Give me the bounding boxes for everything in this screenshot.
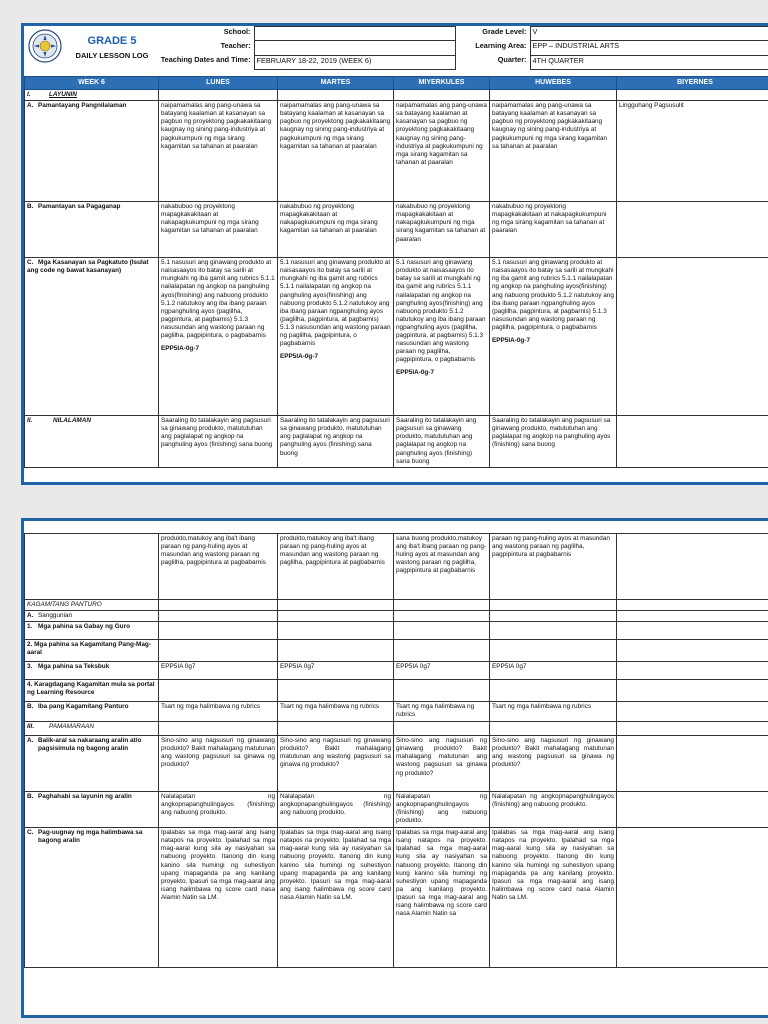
cell-tue[interactable]: Tsart ng mga halimbawa ng rubrics xyxy=(278,702,394,722)
header-table xyxy=(24,26,768,70)
cell-thu[interactable]: paraan ng pang-huling ayos at masundan ang wastong paraan ng paglilha, pagpipintura at pagbabarnis xyxy=(490,534,617,600)
cell-mon[interactable]: Ipalabas sa mga mag-aaral ang isang natapos na proyekto. Ipalahad sa mga mag-aaral kung sila ay nasiyahan sa nabuong proyekto. Itanong din kung kanino sila humingi ng suhestiyon upang mapaganda pa ang kanilang proyekto. Ipasuri sa mga mag-aaral ang isang halimbawa ng score card nasa Alamin Natin sa LM. xyxy=(159,828,278,968)
cell-fri[interactable] xyxy=(617,736,768,792)
row-label: Balik-aral sa nakaraang aralin at/o pagsisimula ng bagong aralin xyxy=(38,737,142,753)
row-nilalaman: II. NILALAMAN Saaraling ito tatalakayin ang pagsusuri sa ginawang produkto, matututuhan ang paglalapat ng angkop na panghuling ayos (finishing) sana buong Saaraling ito tatalakayin ang pagsusuri sa ginawang produkto, matututuhan ang paglalapat ng angkop na panghuling ayos (finishing) sana buong Saaraling ito tatalakayin ang pagsusuri sa ginawang produkto, matututuhan ang paglalapat ng angkop na panghuling ayos (finishing) sana buong Saaraling ito tatalakayin ang pagsusuri sa ginawang produkto, matututuhan ang paglalapat ng angkop na panghuling ayos (finishing) sana buong xyxy=(25,416,768,468)
cell-thu[interactable]: Tsart ng mga halimbawa ng rubrics xyxy=(490,702,617,722)
lesson-log-page-1 xyxy=(21,23,768,485)
row-teksbuk: 3. Mga pahina sa Teksbuk EPP5IA 0g7 EPP5IA 0g7 EPP5IA 0g7 EPP5IA 0g7 xyxy=(25,662,768,680)
row-label: Mga pahina sa Gabay ng Guro xyxy=(38,623,130,631)
row-label: Pag-uugnay ng mga halimbawa sa bagong aralin xyxy=(38,829,143,845)
cell-tue[interactable]: Ipalabas sa mga mag-aaral ang isang natapos na proyekto. Ipalahad sa mga mag-aaral kung sila ay nasiyahan sa nabuong proyekto. Itanong din kung kanino sila humingi ng suhestiyon upang mapaganda pa ang kanilang proyekto. Ipasuri sa mga mag-aaral ang isang halimbawa ng score card nasa Alamin Natin sa LM. xyxy=(278,828,394,968)
cell-tue[interactable]: Sino-sino ang nagsusuri ng ginawang produkto? Bakit mahalagang matutunan ang wastong pagsusuri sa ginawa ng produkto? xyxy=(278,736,394,792)
row-label: 2. Mga pahina sa Kagamitang Pang-Mag-aaral xyxy=(25,640,159,662)
cell-thu[interactable]: naipamamalas ang pang-unawa sa batayang kaalaman at kasanayan sa pagbuo ng proyektong pagkakakitaang kaugnay ng sining pang-industriya at pagkukumpuni ng mga sirang kagamitan sa tahanan at paaralan xyxy=(490,101,617,202)
grade-level-label: Grade Level: xyxy=(482,26,527,36)
row-gabay-ng-guro: 1. Mga pahina sa Gabay ng Guro xyxy=(25,622,768,640)
cell-wed[interactable]: 5.1 nasusuri ang ginawang produkto at naisasaayos ito batay sa sarili at mungkahi ng iba gamit ang rubrics 5.1.1 nailalapatan ng angkop na panghuling ayos(finishing) ang nabuong produkto 5.1.2 natutukoy ang iba ibang paraan ngpanghuling ayos (paglilha, pagpintura, at pagbarnis) 5.1.3 nasusundan ang wastong paraan ng paglilha, pagpipintura, o pagbabarnis EPP5IA-0g-7 xyxy=(394,258,490,416)
row-label: NILALAMAN xyxy=(53,417,91,425)
cell-fri[interactable] xyxy=(617,258,768,416)
grade-level-field[interactable]: V xyxy=(530,27,768,41)
cell-tue[interactable]: 5.1 nasusuri ang ginawang produkto at naisasaayos ito batay sa sarili at mungkahi ng iba gamit ang rubrics 5.1.1 nailalapatan ng angkop na panghuling ayos(finishing) ang nabuong produkto 5.1.2 natutukoy ang iba ibang paraan ngpanghuling ayos (paglilha, pagpintura, at pagbarnis) 5.1.3 nasusundan ang wastong paraan ng paglilha, pagpipintura, o pagbabarnis EPP5IA-0g-7 xyxy=(278,258,394,416)
deped-seal-icon xyxy=(28,29,62,63)
cell-thu[interactable]: EPP5IA 0g7 xyxy=(490,662,617,680)
cell-thu[interactable]: Ipalabas sa mga mag-aaral ang isang natapos na proyekto. Ipalahad sa mga mag-aaral kung sila ay nasiyahan sa nabuong proyekto. Itanong din kung kanino sila humingi ng suhestiyon upang mapaganda pa ang kanilang proyekto. Ipasuri sa mga mag-aaral ang isang halimbawa ng score card nasa Alamin Natin sa LM. xyxy=(490,828,617,968)
dates-label: Teaching Dates and Time: xyxy=(160,55,251,65)
row-nilalaman-continued xyxy=(25,534,768,600)
col-huwebes: HUWEBES xyxy=(490,77,617,90)
row-paghahabi: B. Paghahabi sa layunin ng aralin Nalalapatan ng angkopnapanghulingayos (finishing) ang nabuong produkto. Nalalapatan ng angkopnapanghulingayos (finishing) ang nabuong produkto. Nalalapatan ng angkopnapanghulingayos (finishing) ang nabuong produkto. Nalalapatan ng angkopnapanghulingayos (finishing) ang nabuong produkto. xyxy=(25,792,768,828)
cell-fri[interactable]: Lingguhang Pagsusulit xyxy=(617,101,768,202)
section-layunin: I. LAYUNIN xyxy=(25,90,768,101)
competency-code: EPP5IA-0g-7 xyxy=(492,337,531,345)
column-header-row xyxy=(25,77,768,90)
row-label: Mga Kasanayan sa Pagkatuto (Isulat ang code ng bawat kasanayan) xyxy=(27,259,149,275)
quarter-label: Quarter: xyxy=(497,55,527,65)
cell-mon[interactable]: naipamamalas ang pang-unawa sa batayang kaalaman at kasanayan sa pagbuo ng proyektong pagkakakitaang kaugnay ng sining pang-industriya at pagkukumpuni ng mga sirang kagamitan sa tahanan at paaralan xyxy=(159,101,278,202)
cell-tue[interactable]: Saaraling ito tatalakayin ang pagsusuri sa ginawang produkto, matututuhan ang paglalapat ng angkop na panghuling ayos (finishing) sana buong xyxy=(278,416,394,468)
cell-fri[interactable] xyxy=(617,534,768,600)
section-pamamaraan: III. PAMAMARAAN xyxy=(25,722,768,736)
teacher-label: Teacher: xyxy=(220,40,251,50)
lesson-table-page-2 xyxy=(24,533,768,968)
row-pamantayang-pangnilalaman: A. Pamantayang Pangnilalaman naipamamalas ang pang-unawa sa batayang kaalaman at kasanayan sa pagbuo ng proyektong pagkakakitaang kaugnay ng sining pang-industriya at pagkukumpuni ng mga sirang kagamitan sa tahanan at paaralan naipamamalas ang pang-unawa sa batayang kaalaman at kasanayan sa pagbuo ng proyektong pagkakakitaang kaugnay ng sining pang-industriya at pagkukumpuni ng mga sirang kagamitan sa tahanan at paaralan naipamamalas ang pang-unawa sa batayang kaalaman at kasanayan sa pagbuo ng proyektong pagkakakitaang kaugnay ng sining pang-industriya at pagkukumpuni ng mga sirang kagamitan sa tahanan at paaralan naipamamalas ang pang-unawa sa batayang kaalaman at kasanayan sa pagbuo ng proyektong pagkakakitaang kaugnay ng sining pang-industriya at pagkukumpuni ng mga sirang kagamitan sa tahanan at paaralan Lingguhang Pagsusulit xyxy=(25,101,768,202)
cell-fri[interactable] xyxy=(617,202,768,258)
cell-fri[interactable] xyxy=(617,662,768,680)
cell-fri[interactable] xyxy=(617,792,768,828)
cell-thu[interactable]: Nalalapatan ng angkopnapanghulingayos (finishing) ang nabuong produkto. xyxy=(490,792,617,828)
section-title: KAGAMITANG PANTURO xyxy=(25,600,159,611)
lesson-log-page-2 xyxy=(21,518,768,1018)
row-pag-uugnay: C. Pag-uugnay ng mga halimbawa sa bagong aralin Ipalabas sa mga mag-aaral ang isang natapos na proyekto. Ipalahad sa mga mag-aaral kung sila ay nasiyahan sa nabuong proyekto. Itanong din kung kanino sila humingi ng suhestiyon upang mapaganda pa ang kanilang proyekto. Ipasuri sa mga mag-aaral ang isang halimbawa ng score card nasa Alamin Natin sa LM. Ipalabas sa mga mag-aaral ang isang natapos na proyekto. Ipalahad sa mga mag-aaral kung sila ay nasiyahan sa nabuong proyekto. Itanong din kung kanino sila humingi ng suhestiyon upang mapaganda pa ang kanilang proyekto. Ipasuri sa mga mag-aaral ang isang halimbawa ng score card nasa Alamin Natin sa LM. Ipalabas sa mga mag-aaral ang isang natapos na proyekto. Ipalahad sa mga mag-aaral kung sila ay nasiyahan sa nabuong proyekto. Itanong din kung kanino sila humingi ng suhestiyon upang mapaganda pa ang kanilang proyekto. Ipasuri sa mga mag-aaral ang isang halimbawa ng score card nasa Alamin Natin sa Ipalabas sa mga mag-aaral ang isang natapos na proyekto. Ipalahad sa mga mag-aaral kung sila ay nasiyahan sa nabuong proyekto. Itanong din kung kanino sila humingi ng suhestiyon upang mapaganda pa ang kanilang proyekto. Ipasuri sa mga mag-aaral ang isang halimbawa ng score card nasa Alamin Natin sa LM. xyxy=(25,828,768,968)
col-martes: MARTES xyxy=(278,77,394,90)
section-kagamitang-panturo xyxy=(25,600,768,611)
lesson-table-page-1 xyxy=(24,76,768,468)
cell-wed[interactable]: EPP5IA 0g7 xyxy=(394,662,490,680)
row-kagamitang-pang-mag-aaral xyxy=(25,640,768,662)
quarter-field[interactable]: 4TH QUARTER xyxy=(530,55,768,69)
cell-wed[interactable]: naipamamalas ang pang-unawa sa batayang kaalaman at kasanayan sa pagbuo ng proyektong pagkakakitaang kaugnay ng sining pang-industriya at pagkukumpuni ng mga sirang kagamitan sa tahanan at paaralan xyxy=(394,101,490,202)
cell-thu[interactable]: nakabubuo ng proyektong mapagkakakitaan at nakapagkukumpuni ng mga sirang kagamitan sa tahanan at paaralan xyxy=(490,202,617,258)
cell-wed[interactable]: nakabubuo ng proyektong mapagkakakitaan at nakapagkukumpuni ng mga sirang kagamitan sa tahanan at paaralan xyxy=(394,202,490,258)
area-label: Learning Area: xyxy=(475,40,527,50)
cell-mon[interactable]: EPP5IA 0g7 xyxy=(159,662,278,680)
row-learning-resource xyxy=(25,680,768,702)
cell-mon[interactable]: Sino-sino ang nagsusuri ng ginawang produkto? Bakit mahalagang matutunan ang wastong pagsusuri sa ginawa ng produkto? xyxy=(159,736,278,792)
cell-tue[interactable]: EPP5IA 0g7 xyxy=(278,662,394,680)
row-label: Paghahabi sa layunin ng aralin xyxy=(38,793,132,801)
col-miyerkules: MIYERKULES xyxy=(394,77,490,90)
row-pamantayan-sa-pagaganap: B. Pamantayan sa Pagaganap nakabubuo ng proyektong mapagkakakitaan at nakapagkukumpuni ng mga sirang kagamitan sa tahanan at paaralan nakabubuo ng proyektong mapagkakakitaan at nakapagkukumpuni ng mga sirang kagamitan sa tahanan at paaralan nakabubuo ng proyektong mapagkakakitaan at nakapagkukumpuni ng mga sirang kagamitan sa tahanan at paaralan nakabubuo ng proyektong mapagkakakitaan at nakapagkukumpuni ng mga sirang kagamitan sa tahanan at paaralan xyxy=(25,202,768,258)
row-balik-aral: A. Balik-aral sa nakaraang aralin at/o pagsisimula ng bagong aralin Sino-sino ang nagsusuri ng ginawang produkto? Bakit mahalagang matutunan ang wastong pagsusuri sa ginawa ng produkto? Sino-sino ang nagsusuri ng ginawang produkto? Bakit mahalagang matutunan ang wastong pagsusuri sa ginawa ng produkto? Sino-sino ang nagsusuri ng ginawang produkto? Bakit mahalagang matutunan ang wastong pagsusuri sa ginawa ng produkto? Sino-sino ang nagsusuri ng ginawang produkto? Bakit mahalagang matutunan ang wastong pagsusuri sa ginawa ng produkto? xyxy=(25,736,768,792)
cell-mon[interactable]: Saaraling ito tatalakayin ang pagsusuri sa ginawang produkto, matututuhan ang paglalapat ng angkop na panghuling ayos (finishing) sana buong xyxy=(159,416,278,468)
teacher-field[interactable] xyxy=(254,41,455,55)
school-label: School: xyxy=(223,26,251,36)
cell-wed[interactable]: sana buong produkto,matukoy ang iba't ibang paraan ng pang-huling ayos at masundan ang wastong paraan ng paglilha, pagpipintura at pagbabarnis xyxy=(394,534,490,600)
row-label: Pamantayang Pangnilalaman xyxy=(38,102,127,110)
row-mga-kasanayan: C. Mga Kasanayan sa Pagkatuto (Isulat ang code ng bawat kasanayan) 5.1 nasusuri ang ginawang produkto at naisasaayos ito batay sa sarili at mungkahi ng iba gamit ang rubrics 5.1.1 nailalapatan ng angkop na panghuling ayos(finishing) ang nabuong produkto 5.1.2 natutukoy ang iba ibang paraan ngpanghuling ayos (paglilha, pagpintura, at pagbarnis) 5.1.3 nasusundan ang wastong paraan ng paglilha, pagpipintura, o pagbabarnis EPP5IA-0g-7 5.1 nasusuri ang ginawang produkto at naisasaayos ito batay sa sarili at mungkahi ng iba gamit ang rubrics 5.1.1 nailalapatan ng angkop na panghuling ayos(finishing) ang nabuong produkto 5.1.2 natutukoy ang iba ibang paraan ngpanghuling ayos (paglilha, pagpintura, at pagbarnis) 5.1.3 nasusundan ang wastong paraan ng paglilha, pagpipintura, o pagbabarnis EPP5IA-0g-7 5.1 nasusuri ang ginawang produkto at naisasaayos ito batay sa sarili at mungkahi ng iba gamit ang rubrics 5.1.1 nailalapatan ng angkop na panghuling ayos(finishing) ang nabuong produkto 5.1.2 natutukoy ang iba ibang paraan ngpanghuling ayos (paglilha, pagpintura, at pagbarnis) 5.1.3 nasusundan ang wastong paraan ng paglilha, pagpipintura, o pagbabarnis EPP5IA-0g-7 5.1 nasusuri ang ginawang produkto at naisasaayos ito batay sa sarili at mungkahi ng iba gamit ang rubrics 5.1.1 nailalapatan ng angkop na panghuling ayos(finishing) ang nabuong produkto 5.1.2 natutukoy ang iba ibang paraan ngpanghuling ayos (paglilha, pagpintura, at pagbarnis) 5.1.3 nasusundan ang wastong paraan ng paglilha, pagpipintura, o pagbabarnis EPP5IA-0g-7 xyxy=(25,258,768,416)
competency-code: EPP5IA-0g-7 xyxy=(396,369,435,377)
cell-tue[interactable]: Nalalapatan ng angkopnapanghulingayos (finishing) ang nabuong produkto. xyxy=(278,792,394,828)
cell-wed[interactable]: Saaraling ito tatalakayin ang pagsusuri sa ginawang produkto, matututuhan ang paglalapat ng angkop na panghuling ayos (finishing) sana buong xyxy=(394,416,490,468)
col-biyernes: BIYERNES xyxy=(617,77,768,90)
row-iba-pang-kagamitan: B. Iba pang Kagamitang Panturo Tsart ng mga halimbawa ng rubrics Tsart ng mga halimbawa ng rubrics Tsart ng mga halimbawa ng rubrics Tsart ng mga halimbawa ng rubrics xyxy=(25,702,768,722)
cell-wed[interactable]: Sino-sino ang nagsusuri ng ginawang produkto? Bakit mahalagang matutunan ang wastong pagsusuri sa ginawa ng produkto? xyxy=(394,736,490,792)
col-lunes: LUNES xyxy=(159,77,278,90)
cell-fri[interactable] xyxy=(617,828,768,968)
grade-title: GRADE 5 xyxy=(87,35,137,47)
cell-mon[interactable]: Nalalapatan ng angkopnapanghulingayos (finishing) ang nabuong produkto. xyxy=(159,792,278,828)
cell-wed[interactable]: Ipalabas sa mga mag-aaral ang isang natapos na proyekto. Ipalahad sa mga mag-aaral kung sila ay nasiyahan sa nabuong proyekto. Itanong din kung kanino sila humingi ng suhestiyon upang mapaganda pa ang kanilang proyekto. Ipasuri sa mga mag-aaral ang isang halimbawa ng score card nasa Alamin Natin sa xyxy=(394,828,490,968)
cell-thu[interactable]: 5.1 nasusuri ang ginawang produkto at naisasaayos ito batay sa sarili at mungkahi ng iba gamit ang rubrics 5.1.1 nailalapatan ng angkop na panghuling ayos(finishing) ang nabuong produkto 5.1.2 natutukoy ang iba ibang paraan ngpanghuling ayos (paglilha, pagpintura, at pagbarnis) 5.1.3 nasusundan ang wastong paraan ng paglilha, pagpipintura, o pagbabarnis EPP5IA-0g-7 xyxy=(490,258,617,416)
cell-tue[interactable]: produkto,matukoy ang iba't ibang paraan ng pang-huling ayos at masundan ang wastong paraan ng paglilha, pagpipintura at pagbabarnis xyxy=(278,534,394,600)
row-label: Iba pang Kagamitang Panturo xyxy=(38,703,129,711)
cell-wed[interactable]: Tsart ng mga halimbawa ng rubrics xyxy=(394,702,490,722)
dates-field[interactable]: FEBRUARY 18-22, 2019 (WEEK 6) xyxy=(254,55,455,69)
cell-mon[interactable]: Tsart ng mga halimbawa ng rubrics xyxy=(159,702,278,722)
cell-thu[interactable]: Saaraling ito tatalakayin ang pagsusuri sa ginawang produkto, matututuhan ang paglalapat ng angkop na panghuling ayos (finishing) sana buong xyxy=(490,416,617,468)
competency-code: EPP5IA-0g-7 xyxy=(280,353,319,361)
cell-wed[interactable]: Nalalapatan ng angkopnapanghulingayos (finishing) ang nabuong produkto. xyxy=(394,792,490,828)
cell-tue[interactable]: nakabubuo ng proyektong mapagkakakitaan at nakapagkukumpuni ng mga sirang kagamitan sa tahanan at paaralan xyxy=(278,202,394,258)
row-sanggunian: A. Sanggunian xyxy=(25,611,768,622)
log-title: DAILY LESSON LOG xyxy=(75,51,149,60)
cell-fri[interactable] xyxy=(617,702,768,722)
section-title: PAMAMARAAN xyxy=(49,723,94,731)
row-label: 4. Karagdagang Kagamitan mula sa portal ng Learning Resource xyxy=(25,680,159,702)
school-field[interactable] xyxy=(254,27,455,41)
competency-code: EPP5IA-0g-7 xyxy=(161,345,200,353)
cell-fri[interactable] xyxy=(617,416,768,468)
section-title: LAYUNIN xyxy=(49,91,77,99)
row-label: Sanggunian xyxy=(38,612,73,620)
cell-mon[interactable]: produkto,matukoy ang iba't ibang paraan ng pang-huling ayos at masundan ang wastong paraan ng paglilha, pagpipintura at pagbabarnis xyxy=(159,534,278,600)
cell-mon[interactable]: 5.1 nasusuri ang ginawang produkto at naisasaayos ito batay sa sarili at mungkahi ng iba gamit ang rubrics 5.1.1 nailalapatan ng angkop na panghuling ayos(finishing) ang nabuong produkto 5.1.2 natutukoy ang iba ibang paraan ngpanghuling ayos (paglilha, pagpintura, at pagbarnis) 5.1.3 nasusundan ang wastong paraan ng paglilha, pagpipintura, o pagbabarnis EPP5IA-0g-7 xyxy=(159,258,278,416)
col-week: WEEK 6 xyxy=(25,77,159,90)
cell-tue[interactable]: naipamamalas ang pang-unawa sa batayang kaalaman at kasanayan sa pagbuo ng proyektong pagkakakitaang kaugnay ng sining pang-industriya at pagkukumpuni ng mga sirang kagamitan sa tahanan at paaralan xyxy=(278,101,394,202)
row-label: Pamantayan sa Pagaganap xyxy=(38,203,121,211)
cell-thu[interactable]: Sino-sino ang nagsusuri ng ginawang produkto? Bakit mahalagang matutunan ang wastong pagsusuri sa ginawa ng produkto? xyxy=(490,736,617,792)
area-field[interactable]: EPP – INDUSTRIAL ARTS xyxy=(530,41,768,55)
cell-mon[interactable]: nakabubuo ng proyektong mapagkakakitaan at nakapagkukumpuni ng mga sirang kagamitan sa tahanan at paaralan xyxy=(159,202,278,258)
row-label: Mga pahina sa Teksbuk xyxy=(38,663,110,671)
